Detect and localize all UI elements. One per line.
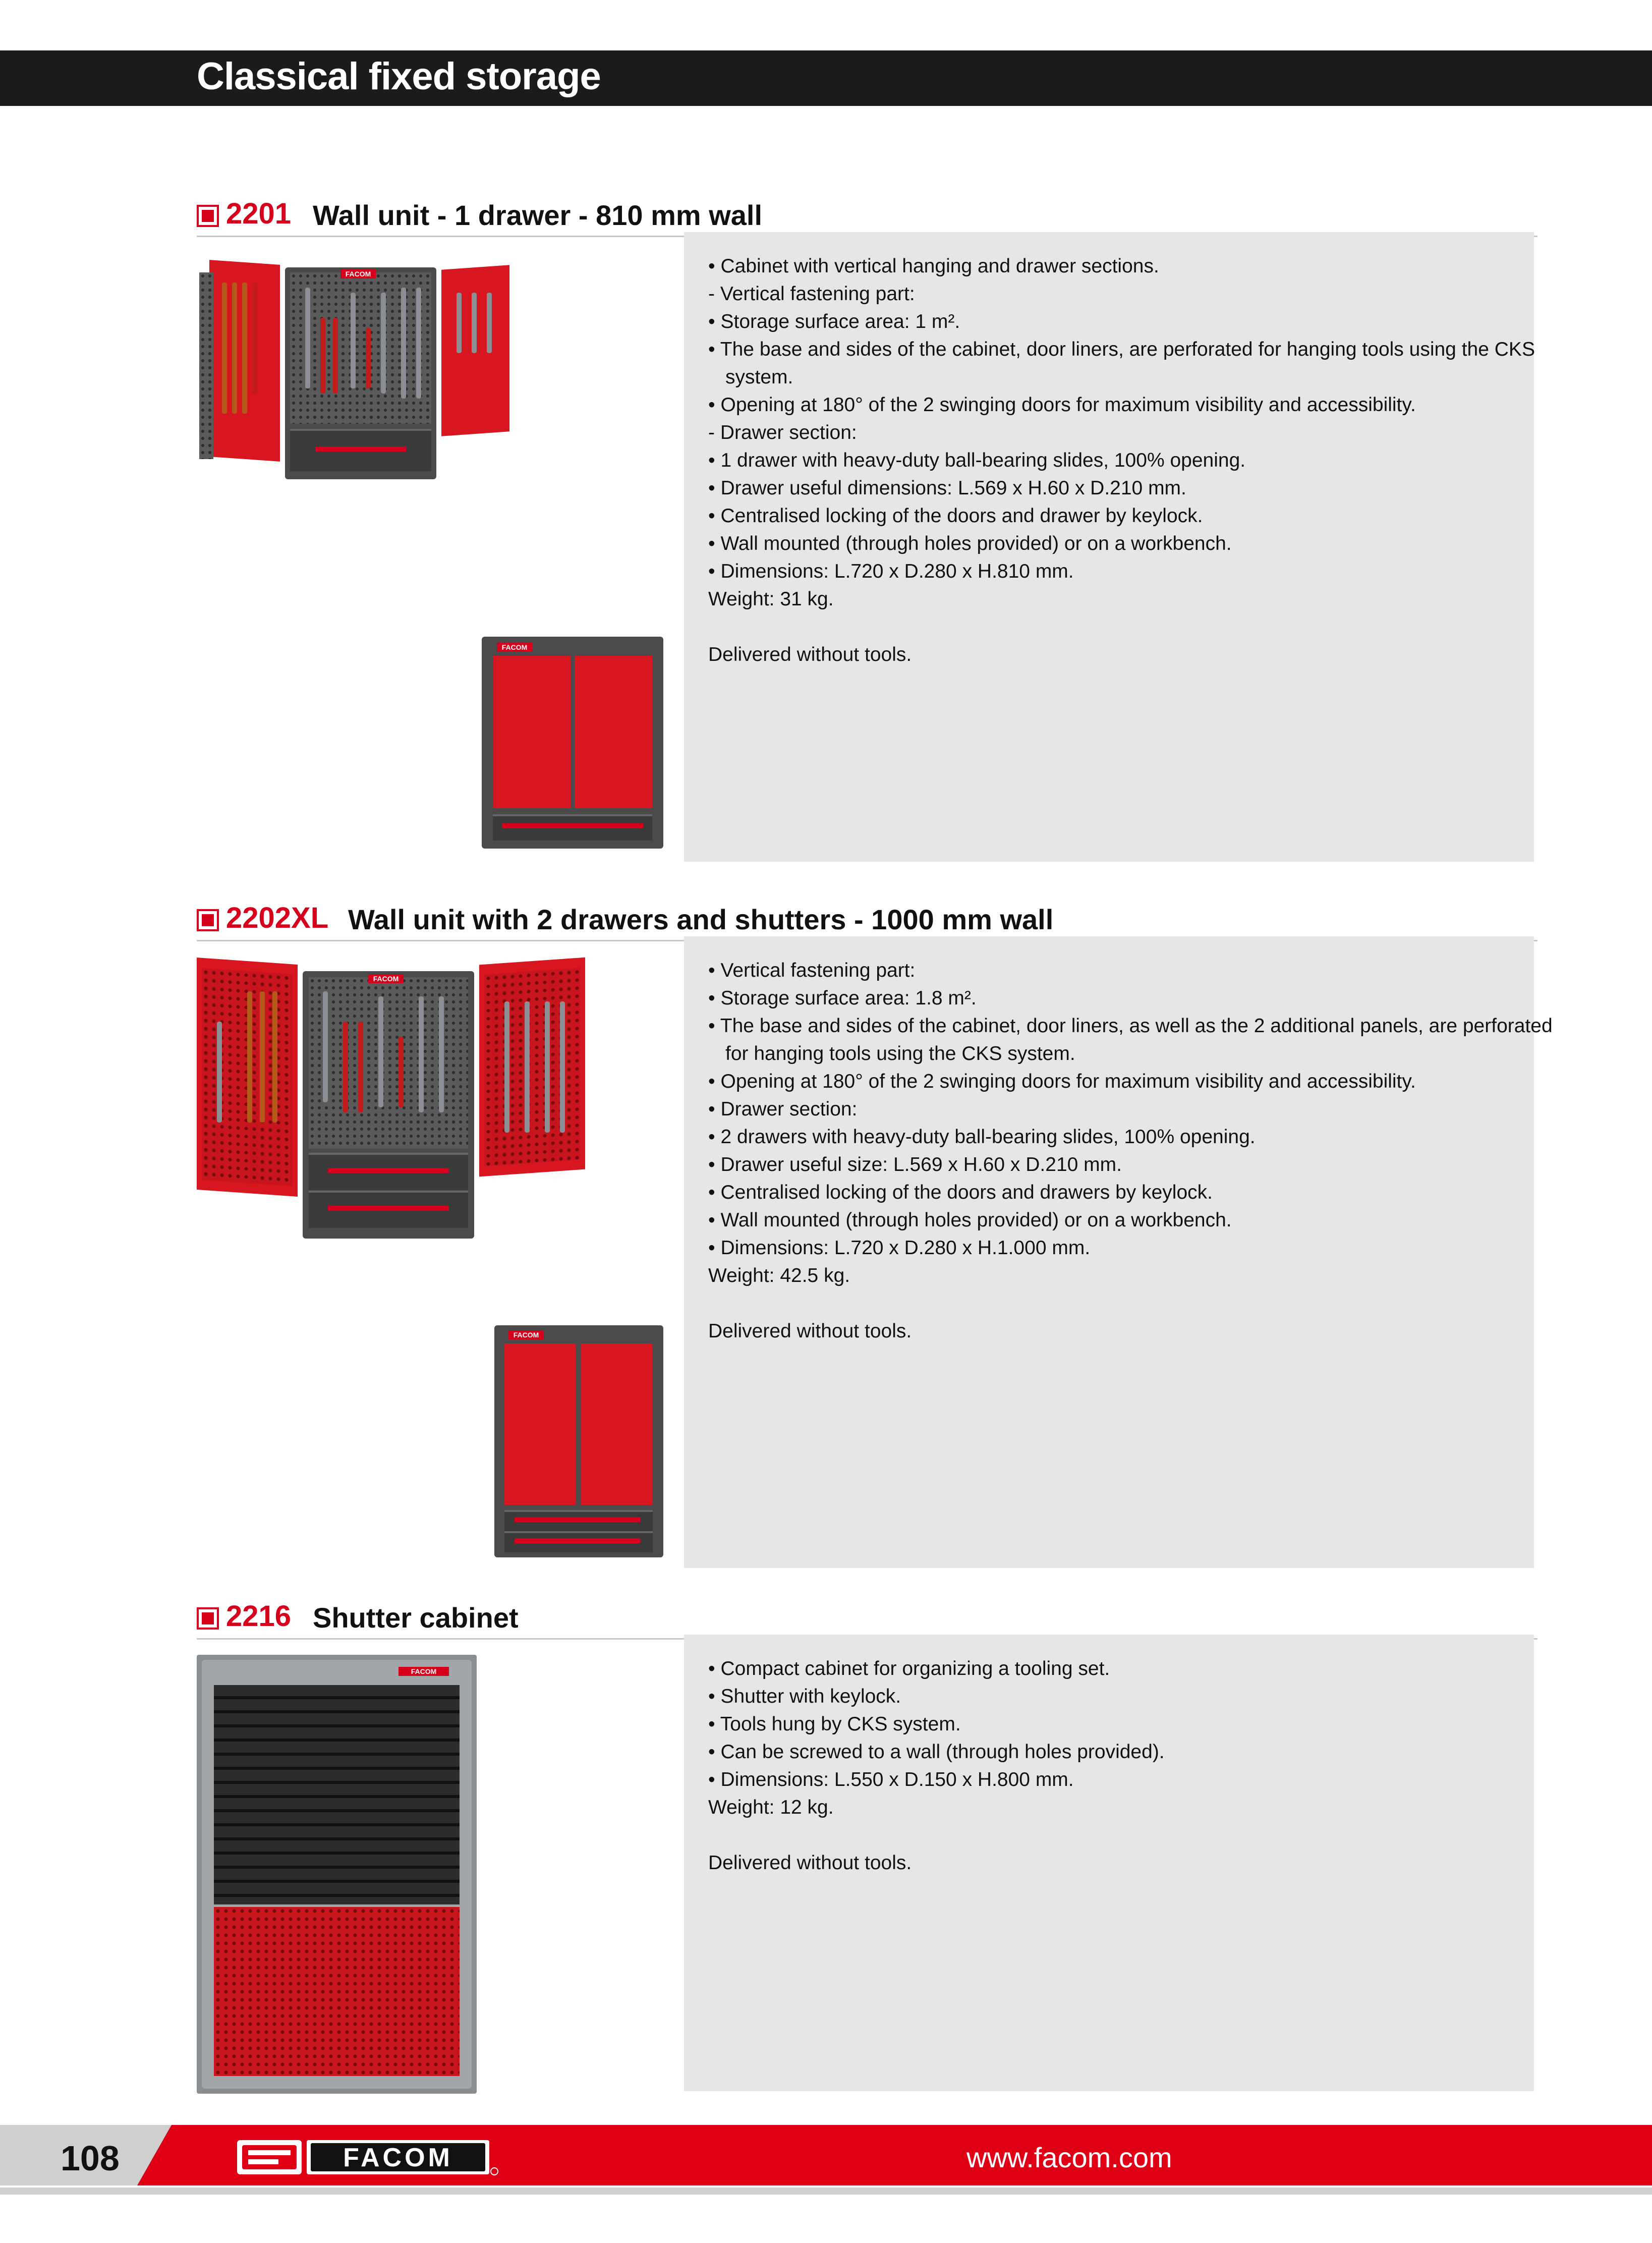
- description-line: • Compact cabinet for organizing a tooling set.: [708, 1658, 1110, 1679]
- product-name: Wall unit with 2 drawers and shutters - 1000 mm wall: [348, 904, 1054, 935]
- description-line: • Storage surface area: 1 m².: [708, 311, 960, 332]
- description-line: - Drawer section:: [708, 422, 857, 443]
- product-image-open-cabinet-2202xl: [197, 961, 588, 1239]
- description-panel-2216: [684, 1635, 1534, 2091]
- product-code: 2216: [226, 1600, 292, 1633]
- brand-tag: FACOM: [340, 269, 376, 278]
- description-line: Delivered without tools.: [708, 644, 912, 665]
- description-line: • Cabinet with vertical hanging and drawer sections.: [708, 255, 1159, 277]
- description-line: Weight: 12 kg.: [708, 1797, 834, 1818]
- product-image-closed-cabinet-2201: [482, 637, 663, 849]
- description-line: • Wall mounted (through holes provided) or on a workbench.: [708, 533, 1232, 554]
- description-line: • The base and sides of the cabinet, door liners, as well as the 2 additional panels, are perforated: [708, 1015, 1553, 1037]
- website-link[interactable]: www.facom.com: [966, 2142, 1172, 2173]
- description-line: Weight: 31 kg.: [708, 588, 834, 610]
- description-line: Delivered without tools.: [708, 1320, 912, 1342]
- description-line: • 1 drawer with heavy-duty ball-bearing slides, 100% opening.: [708, 450, 1246, 471]
- brand-tag: FACOM: [398, 1667, 449, 1676]
- description-line: • Centralised locking of the doors and drawer by keylock.: [708, 505, 1203, 527]
- red-square-icon: [197, 1607, 219, 1630]
- description-line: • Dimensions: L.550 x D.150 x H.800 mm.: [708, 1769, 1074, 1790]
- product-image-open-cabinet-2201: [199, 262, 517, 479]
- description-line: • 2 drawers with heavy-duty ball-bearing slides, 100% opening.: [708, 1126, 1256, 1148]
- description-line: • Opening at 180° of the 2 swinging doors for maximum visibility and accessibility.: [708, 1071, 1416, 1092]
- description-line: • Drawer section:: [708, 1098, 858, 1120]
- description-line: Weight: 42.5 kg.: [708, 1265, 850, 1286]
- description-line: - Vertical fastening part:: [708, 283, 915, 305]
- description-line: • Shutter with keylock.: [708, 1686, 901, 1707]
- facom-logo: [237, 2139, 499, 2175]
- section-header-2201: [197, 197, 1537, 237]
- red-square-icon: [197, 205, 219, 227]
- page-title: Classical fixed storage: [197, 55, 601, 98]
- description-line: • Dimensions: L.720 x D.280 x H.1.000 mm.: [708, 1237, 1091, 1259]
- description-panel-2201: [684, 232, 1534, 862]
- description-line: • Vertical fastening part:: [708, 960, 916, 981]
- description-line: [708, 1821, 1514, 1849]
- footer-stripe: [0, 2188, 1652, 2195]
- red-square-icon: [197, 909, 219, 931]
- description-line: • Storage surface area: 1.8 m².: [708, 987, 977, 1009]
- description-line: • Drawer useful dimensions: L.569 x H.60 x D.210 mm.: [708, 477, 1186, 499]
- facom-logo-text: FACOM: [343, 2143, 453, 2172]
- description-line: • Can be screwed to a wall (through holes provided).: [708, 1741, 1165, 1763]
- product-code: 2202XL: [226, 902, 329, 934]
- description-panel-2202xl: [684, 936, 1553, 1568]
- description-line: • Opening at 180° of the 2 swinging doors for maximum visibility and accessibility.: [708, 394, 1416, 416]
- description-line: • Drawer useful size: L.569 x H.60 x D.210 mm.: [708, 1154, 1122, 1175]
- product-name: Shutter cabinet: [313, 1602, 519, 1634]
- brand-tag: FACOM: [508, 1330, 544, 1339]
- description-line: • Dimensions: L.720 x D.280 x H.810 mm.: [708, 560, 1074, 582]
- description-line: • The base and sides of the cabinet, door liners, are perforated for hanging tools using the CKS: [708, 339, 1535, 360]
- product-name: Wall unit - 1 drawer - 810 mm wall: [313, 199, 763, 231]
- product-image-closed-cabinet-2202xl: [494, 1325, 663, 1557]
- page-number: 108: [61, 2139, 120, 2178]
- brand-tag: FACOM: [497, 643, 532, 652]
- product-image-shutter-cabinet-2216: [197, 1655, 477, 2094]
- brand-tag: FACOM: [368, 974, 404, 983]
- description-line: Delivered without tools.: [708, 1852, 912, 1874]
- description-line: • Centralised locking of the doors and drawers by keylock.: [708, 1182, 1213, 1203]
- description-line: for hanging tools using the CKS system.: [725, 1043, 1075, 1064]
- description-line: [708, 613, 1514, 641]
- section-header-2202xl: [197, 901, 1537, 941]
- section-header-2216: [197, 1599, 1537, 1640]
- description-line: • Wall mounted (through holes provided) or on a workbench.: [708, 1209, 1232, 1231]
- product-code: 2201: [226, 197, 292, 230]
- description-line: [708, 1289, 1514, 1317]
- description-line: • Tools hung by CKS system.: [708, 1713, 961, 1735]
- description-line: system.: [725, 366, 793, 388]
